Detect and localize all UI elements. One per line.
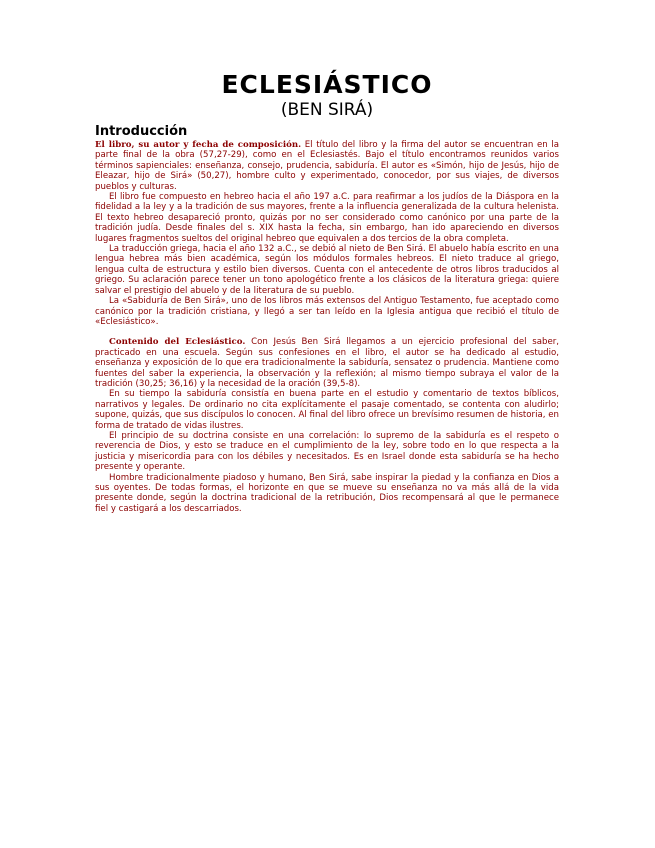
paragraph-text: La traducción griega, hacia el año 132 a.C., se debió al nieto de Ben Sirá. El abuelo había escrito en una lengua hebrea más bien académica, según los módulos formales hebreos. El nieto traduce al griego, lengua culta de estructura y estilo bien diversos. Cuenta con el antecedente de otros libros traducidos al griego. Su aclaración parece tener un tono apologético frente a los clásicos de la literatura griega: quiere salvar el prestigio del abuelo y de la literatura de su pueblo. <box>95 244 559 296</box>
document-subtitle: (BEN SIRÁ) <box>280 100 374 120</box>
paragraph-text: Con Jesús Ben Sirá llegamos a un ejercicio profesional del saber, practicado en una escuela. Según sus confesiones en el libro, el autor se ha dedicado al estudio, enseñanza y exposición de lo que era tradicionalmente la sabiduría, sensatez o prudencia. Mantiene como fuentes del saber la experiencia, la observación y la reflexión; al mismo tiempo subraya el valor de la tradición (30,25; 36,16) y la necesidad de la oración (39,5-8). <box>95 337 559 389</box>
paragraph <box>95 244 559 296</box>
paragraph <box>95 337 559 389</box>
paragraph-text: El principio de su doctrina consiste en una correlación: lo supremo de la sabiduría es el respeto o reverencia de Dios, y esto se traduce en el cumplimiento de la ley, sobre todo en lo que respecta a la justicia y misericordia para con los débiles y necesitados. Es en Israel donde esta sabiduría se ha hecho presente y operante. <box>95 430 559 473</box>
paragraph <box>95 473 559 515</box>
section-heading: Introducción <box>95 124 188 139</box>
paragraph-lead: El libro, su autor y fecha de composición. <box>95 140 302 150</box>
paragraph-text: En su tiempo la sabiduría consistía en buena parte en el estudio y comentario de textos bíblicos, narrativos y legales. De ordinario no cita explícitamente el pasaje comentado, se contenta con aludirlo; supone, quizás, que sus discípulos lo conocen. Al final del libro ofrece un brevísimo resumen de historia, en forma de tratado de vidas ilustres. <box>95 389 559 431</box>
paragraph-text: El libro fue compuesto en hebreo hacia el año 197 a.C. para reafirmar a los judíos de la Diáspora en la fidelidad a la ley y a la tradición de sus mayores, frente a la influencia generalizada de la cultura helenista. El texto hebreo desapareció pronto, quizás por no ser considerado como canónico por una parte de la tradición judía. Desde finales del s. XIX hasta la fecha, sin embargo, han ido apareciendo en diversos lugares fragmentos sueltos del original hebreo que equivalen a dos tercios de la obra completa. <box>95 192 559 244</box>
paragraph-lead: Contenido del Eclesiástico. <box>109 337 246 348</box>
paragraph-text: La «Sabiduría de Ben Sirá», uno de los libros más extensos del Antiguo Testamento, fue aceptado como canónico por la tradición cristiana, y llegó a ser tan leído en la Iglesia antigua que recibió el título de «Eclesiástico». <box>95 296 559 327</box>
paragraph <box>95 389 559 431</box>
paragraph <box>95 431 559 473</box>
paragraph <box>95 296 559 327</box>
document-page <box>95 70 559 514</box>
document-title: ECLESIÁSTICO <box>221 70 433 99</box>
paragraph <box>95 192 559 244</box>
paragraph-text: El título del libro y la firma del autor se encuentran en la parte final de la obra (57,27-29), como en el Eclesiastés. Bajo el título encontramos reunidos varios términos sapienciales: enseñanza, consejo, prudencia, sabiduría. El autor es «Simón, hijo de Jesús, hijo de Eleazar, hijo de Sirá» (50,27), hombre culto y experimentado, conocedor, por sus viajes, de diversos pueblos y culturas. <box>95 140 559 192</box>
paragraph <box>95 140 559 192</box>
paragraph-text: Hombre tradicionalmente piadoso y humano, Ben Sirá, sabe inspirar la piedad y la confianza en Dios a sus oyentes. De todas formas, el horizonte en que se mueve su enseñanza no va más allá de la vida presente donde, según la doctrina tradicional de la retribución, Dios recompensará al que le permanece fiel y castigará a los descarriados. <box>95 472 559 514</box>
